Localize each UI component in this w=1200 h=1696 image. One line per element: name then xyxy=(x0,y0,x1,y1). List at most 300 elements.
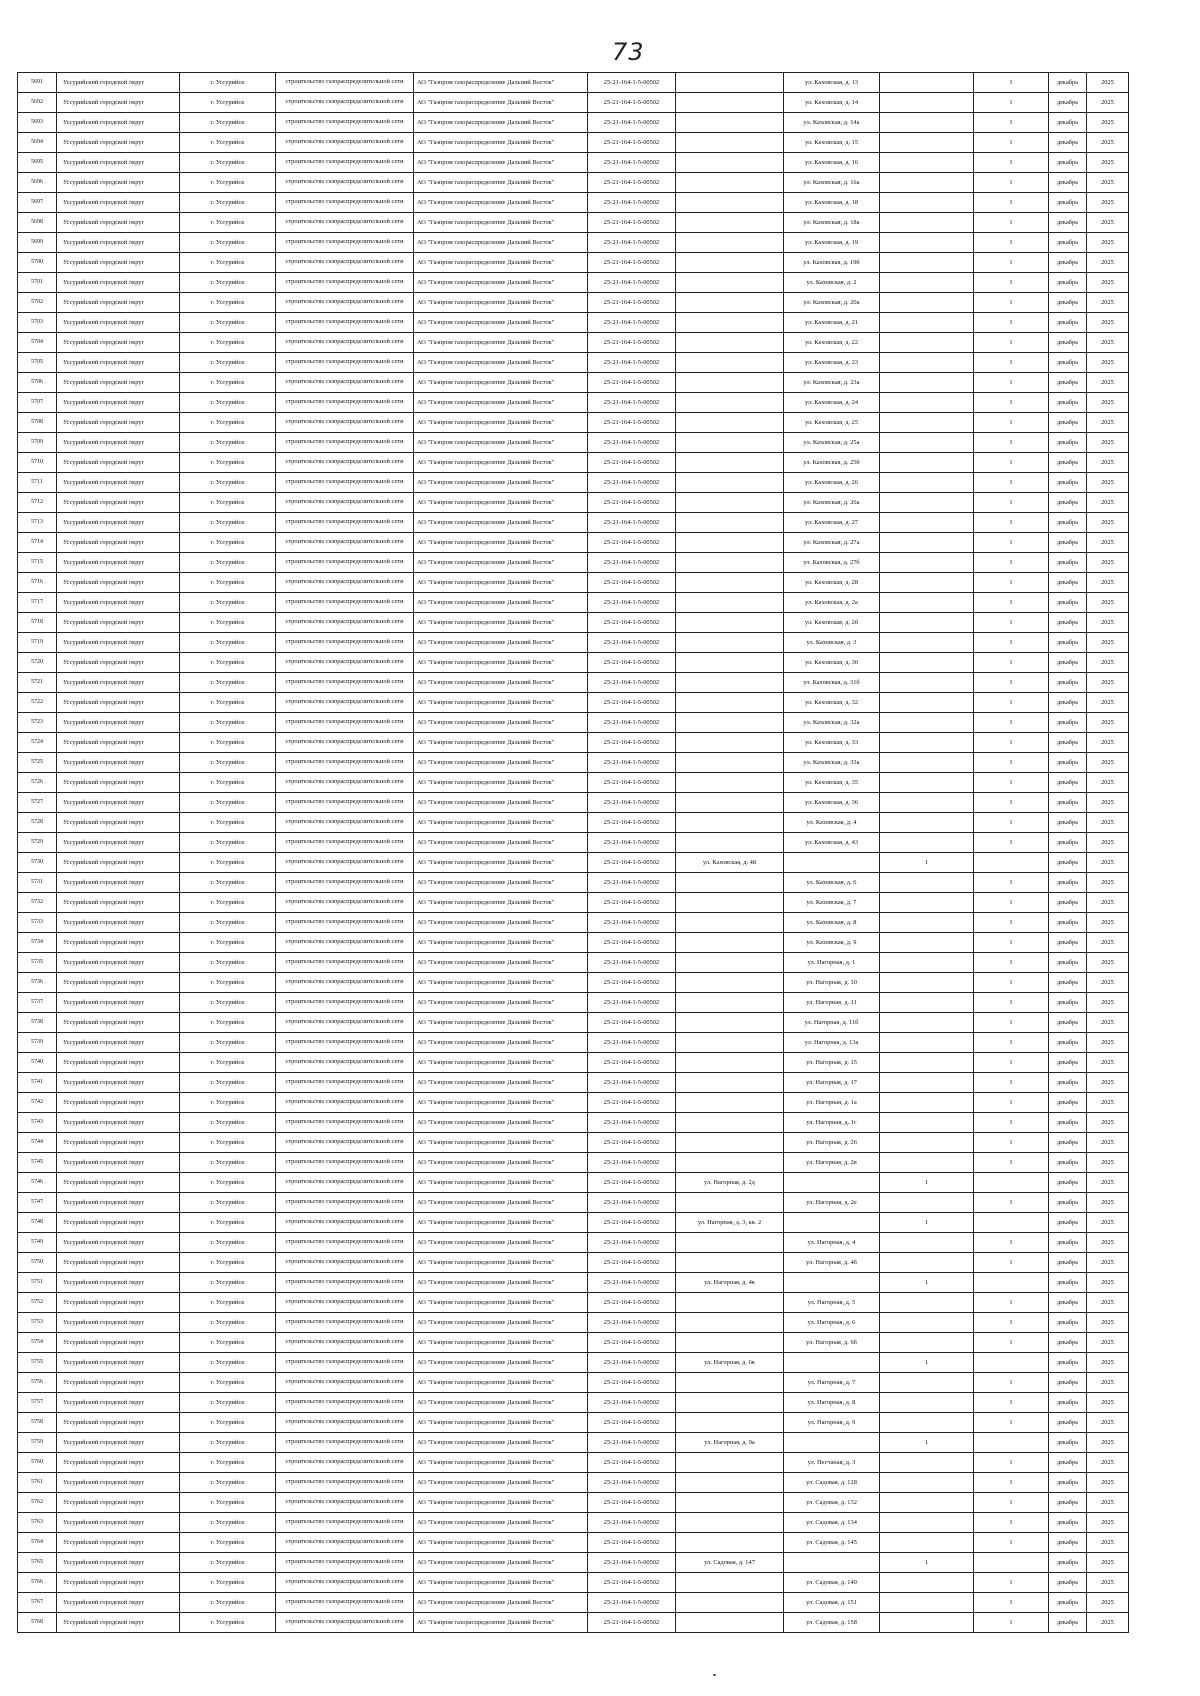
month-cell: декабрь xyxy=(1049,1213,1087,1233)
work-type-cell: строительство газораспределительной сети xyxy=(276,673,414,693)
city-cell: г. Уссурийск xyxy=(180,1073,276,1093)
address-cell-a xyxy=(676,133,784,153)
organization-cell: АО "Газпром газораспределение Дальний Восток" xyxy=(414,453,588,473)
organization-cell: АО "Газпром газораспределение Дальний Восток" xyxy=(414,813,588,833)
work-type-cell: строительство газораспределительной сети xyxy=(276,333,414,353)
organization-cell: АО "Газпром газораспределение Дальний Восток" xyxy=(414,1393,588,1413)
row-number: 5706 xyxy=(18,373,57,393)
project-code-cell: 25-21-164-1-5-00502 xyxy=(588,1333,676,1353)
city-cell: г. Уссурийск xyxy=(180,1293,276,1313)
quantity-cell-a xyxy=(880,293,974,313)
quantity-cell-a xyxy=(880,493,974,513)
month-cell: декабрь xyxy=(1049,793,1087,813)
table-row xyxy=(18,1313,1129,1333)
year-cell: 2025 xyxy=(1087,733,1129,753)
organization-cell: АО "Газпром газораспределение Дальний Восток" xyxy=(414,1593,588,1613)
address-cell-b: ул. Нагорная, д. 1 xyxy=(784,953,880,973)
organization-cell: АО "Газпром газораспределение Дальний Восток" xyxy=(414,1353,588,1373)
organization-cell: АО "Газпром газораспределение Дальний Восток" xyxy=(414,253,588,273)
city-cell: г. Уссурийск xyxy=(180,133,276,153)
address-cell-b: ул. Каховская, д. 43 xyxy=(784,833,880,853)
quantity-cell-b: 1 xyxy=(974,1473,1049,1493)
city-cell: г. Уссурийск xyxy=(180,1613,276,1633)
quantity-cell-b: 1 xyxy=(974,993,1049,1013)
project-code-cell: 25-21-164-1-5-00502 xyxy=(588,293,676,313)
organization-cell: АО "Газпром газораспределение Дальний Восток" xyxy=(414,1073,588,1093)
quantity-cell-a xyxy=(880,353,974,373)
project-code-cell: 25-21-164-1-5-00502 xyxy=(588,153,676,173)
row-number: 5715 xyxy=(18,553,57,573)
month-cell: декабрь xyxy=(1049,853,1087,873)
year-cell: 2025 xyxy=(1087,1493,1129,1513)
year-cell: 2025 xyxy=(1087,653,1129,673)
quantity-cell-a xyxy=(880,1473,974,1493)
row-number: 5739 xyxy=(18,1033,57,1053)
work-type-cell: строительство газораспределительной сети xyxy=(276,753,414,773)
address-cell-b: ул. Каховская, д. 25а xyxy=(784,433,880,453)
row-number: 5733 xyxy=(18,913,57,933)
work-type-cell: строительство газораспределительной сети xyxy=(276,473,414,493)
table-row xyxy=(18,1293,1129,1313)
row-number: 5755 xyxy=(18,1353,57,1373)
project-code-cell: 25-21-164-1-5-00502 xyxy=(588,1553,676,1573)
address-cell-a xyxy=(676,393,784,413)
month-cell: декабрь xyxy=(1049,1613,1087,1633)
year-cell: 2025 xyxy=(1087,713,1129,733)
month-cell: декабрь xyxy=(1049,513,1087,533)
city-cell: г. Уссурийск xyxy=(180,1413,276,1433)
district-cell: Уссурийский городской округ xyxy=(57,633,180,653)
quantity-cell-b: 1 xyxy=(974,1013,1049,1033)
city-cell: г. Уссурийск xyxy=(180,613,276,633)
quantity-cell-a xyxy=(880,513,974,533)
district-cell: Уссурийский городской округ xyxy=(57,513,180,533)
row-number: 5724 xyxy=(18,733,57,753)
quantity-cell-b: 1 xyxy=(974,93,1049,113)
year-cell: 2025 xyxy=(1087,233,1129,253)
quantity-cell-b: 1 xyxy=(974,653,1049,673)
year-cell: 2025 xyxy=(1087,693,1129,713)
table-row xyxy=(18,413,1129,433)
city-cell: г. Уссурийск xyxy=(180,733,276,753)
district-cell: Уссурийский городской округ xyxy=(57,233,180,253)
city-cell: г. Уссурийск xyxy=(180,1473,276,1493)
address-cell-b: ул. Каховская, д. 9 xyxy=(784,933,880,953)
address-cell-a xyxy=(676,1473,784,1493)
project-code-cell: 25-21-164-1-5-00502 xyxy=(588,1433,676,1453)
year-cell: 2025 xyxy=(1087,993,1129,1013)
address-cell-a xyxy=(676,113,784,133)
organization-cell: АО "Газпром газораспределение Дальний Восток" xyxy=(414,1173,588,1193)
address-cell-a xyxy=(676,1253,784,1273)
table-row xyxy=(18,333,1129,353)
quantity-cell-a xyxy=(880,1253,974,1273)
month-cell: декабрь xyxy=(1049,653,1087,673)
district-cell: Уссурийский городской округ xyxy=(57,1333,180,1353)
quantity-cell-a xyxy=(880,1153,974,1173)
quantity-cell-a xyxy=(880,233,974,253)
quantity-cell-b: 1 xyxy=(974,1513,1049,1533)
table-row xyxy=(18,1393,1129,1413)
organization-cell: АО "Газпром газораспределение Дальний Восток" xyxy=(414,173,588,193)
row-number: 5743 xyxy=(18,1113,57,1133)
district-cell: Уссурийский городской округ xyxy=(57,1213,180,1233)
project-code-cell: 25-21-164-1-5-00502 xyxy=(588,553,676,573)
year-cell: 2025 xyxy=(1087,353,1129,373)
district-cell: Уссурийский городской округ xyxy=(57,1253,180,1273)
row-number: 5754 xyxy=(18,1333,57,1353)
address-cell-b: ул. Песчаная, д. 3 xyxy=(784,1453,880,1473)
quantity-cell-a xyxy=(880,633,974,653)
row-number: 5713 xyxy=(18,513,57,533)
month-cell: декабрь xyxy=(1049,73,1087,93)
table-row xyxy=(18,1013,1129,1033)
project-code-cell: 25-21-164-1-5-00502 xyxy=(588,473,676,493)
month-cell: декабрь xyxy=(1049,773,1087,793)
district-cell: Уссурийский городской округ xyxy=(57,1133,180,1153)
district-cell: Уссурийский городской округ xyxy=(57,953,180,973)
address-cell-b: ул. Каховская, д. 30 xyxy=(784,653,880,673)
district-cell: Уссурийский городской округ xyxy=(57,1093,180,1113)
address-cell-a xyxy=(676,1193,784,1213)
work-type-cell: строительство газораспределительной сети xyxy=(276,1153,414,1173)
row-number: 5697 xyxy=(18,193,57,213)
address-cell-a xyxy=(676,493,784,513)
city-cell: г. Уссурийск xyxy=(180,153,276,173)
quantity-cell-a xyxy=(880,693,974,713)
work-type-cell: строительство газораспределительной сети xyxy=(276,73,414,93)
address-cell-b xyxy=(784,1433,880,1453)
city-cell: г. Уссурийск xyxy=(180,193,276,213)
project-code-cell: 25-21-164-1-5-00502 xyxy=(588,133,676,153)
district-cell: Уссурийский городской округ xyxy=(57,1353,180,1373)
project-code-cell: 25-21-164-1-5-00502 xyxy=(588,1153,676,1173)
district-cell: Уссурийский городской округ xyxy=(57,973,180,993)
address-cell-b: ул. Каховская, д. 16 xyxy=(784,153,880,173)
quantity-cell-a xyxy=(880,1513,974,1533)
year-cell: 2025 xyxy=(1087,1333,1129,1353)
month-cell: декабрь xyxy=(1049,453,1087,473)
address-cell-a xyxy=(676,813,784,833)
district-cell: Уссурийский городской округ xyxy=(57,1053,180,1073)
city-cell: г. Уссурийск xyxy=(180,1033,276,1053)
project-code-cell: 25-21-164-1-5-00502 xyxy=(588,1413,676,1433)
quantity-cell-a xyxy=(880,593,974,613)
row-number: 5694 xyxy=(18,133,57,153)
district-cell: Уссурийский городской округ xyxy=(57,1073,180,1093)
organization-cell: АО "Газпром газораспределение Дальний Восток" xyxy=(414,1533,588,1553)
month-cell: декабрь xyxy=(1049,1373,1087,1393)
city-cell: г. Уссурийск xyxy=(180,1513,276,1533)
row-number: 5766 xyxy=(18,1573,57,1593)
quantity-cell-a xyxy=(880,193,974,213)
year-cell: 2025 xyxy=(1087,393,1129,413)
organization-cell: АО "Газпром газораспределение Дальний Восток" xyxy=(414,373,588,393)
work-type-cell: строительство газораспределительной сети xyxy=(276,273,414,293)
quantity-cell-a xyxy=(880,373,974,393)
month-cell: декабрь xyxy=(1049,813,1087,833)
project-code-cell: 25-21-164-1-5-00502 xyxy=(588,833,676,853)
city-cell: г. Уссурийск xyxy=(180,873,276,893)
address-cell-a xyxy=(676,453,784,473)
address-cell-b: ул. Каховская, д. 3 xyxy=(784,633,880,653)
project-code-cell: 25-21-164-1-5-00502 xyxy=(588,1313,676,1333)
quantity-cell-b: 1 xyxy=(974,433,1049,453)
project-code-cell: 25-21-164-1-5-00502 xyxy=(588,173,676,193)
quantity-cell-b: 1 xyxy=(974,453,1049,473)
work-type-cell: строительство газораспределительной сети xyxy=(276,453,414,473)
table-row xyxy=(18,1493,1129,1513)
month-cell: декабрь xyxy=(1049,873,1087,893)
month-cell: декабрь xyxy=(1049,1013,1087,1033)
organization-cell: АО "Газпром газораспределение Дальний Восток" xyxy=(414,1433,588,1453)
table-row xyxy=(18,1213,1129,1233)
organization-cell: АО "Газпром газораспределение Дальний Восток" xyxy=(414,1293,588,1313)
table-row xyxy=(18,393,1129,413)
address-cell-a xyxy=(676,1513,784,1533)
address-cell-b: ул. Нагорная, д. 9 xyxy=(784,1413,880,1433)
city-cell: г. Уссурийск xyxy=(180,553,276,573)
table-row xyxy=(18,1033,1129,1053)
quantity-cell-a xyxy=(880,273,974,293)
address-cell-a xyxy=(676,213,784,233)
quantity-cell-a xyxy=(880,453,974,473)
month-cell: декабрь xyxy=(1049,1353,1087,1373)
quantity-cell-a xyxy=(880,993,974,1013)
city-cell: г. Уссурийск xyxy=(180,353,276,373)
address-cell-b: ул. Каховская, д. 22 xyxy=(784,333,880,353)
project-code-cell: 25-21-164-1-5-00502 xyxy=(588,273,676,293)
table-row xyxy=(18,673,1129,693)
organization-cell: АО "Газпром газораспределение Дальний Восток" xyxy=(414,1033,588,1053)
address-cell-a xyxy=(676,673,784,693)
organization-cell: АО "Газпром газораспределение Дальний Восток" xyxy=(414,1233,588,1253)
project-code-cell: 25-21-164-1-5-00502 xyxy=(588,973,676,993)
table-row xyxy=(18,713,1129,733)
district-cell: Уссурийский городской округ xyxy=(57,1113,180,1133)
table-row xyxy=(18,313,1129,333)
district-cell: Уссурийский городской округ xyxy=(57,1613,180,1633)
address-cell-a: ул. Нагорная, д. 4в xyxy=(676,1273,784,1293)
address-cell-b: ул. Каховская, д. 2а xyxy=(784,593,880,613)
project-code-cell: 25-21-164-1-5-00502 xyxy=(588,713,676,733)
address-cell-b: ул. Каховская, д. 20а xyxy=(784,293,880,313)
work-type-cell: строительство газораспределительной сети xyxy=(276,1053,414,1073)
address-cell-b: ул. Нагорная, д. 6 xyxy=(784,1313,880,1333)
month-cell: декабрь xyxy=(1049,253,1087,273)
organization-cell: АО "Газпром газораспределение Дальний Восток" xyxy=(414,953,588,973)
district-cell: Уссурийский городской округ xyxy=(57,393,180,413)
month-cell: декабрь xyxy=(1049,533,1087,553)
year-cell: 2025 xyxy=(1087,933,1129,953)
project-code-cell: 25-21-164-1-5-00502 xyxy=(588,1593,676,1613)
address-cell-b: ул. Каховская, д. 36 xyxy=(784,793,880,813)
quantity-cell-a xyxy=(880,913,974,933)
row-number: 5750 xyxy=(18,1253,57,1273)
city-cell: г. Уссурийск xyxy=(180,1393,276,1413)
row-number: 5757 xyxy=(18,1393,57,1413)
project-code-cell: 25-21-164-1-5-00502 xyxy=(588,953,676,973)
quantity-cell-a xyxy=(880,1073,974,1093)
project-code-cell: 25-21-164-1-5-00502 xyxy=(588,433,676,453)
table-row xyxy=(18,813,1129,833)
quantity-cell-a xyxy=(880,1493,974,1513)
quantity-cell-b: 1 xyxy=(974,213,1049,233)
project-code-cell: 25-21-164-1-5-00502 xyxy=(588,873,676,893)
address-cell-a xyxy=(676,1613,784,1633)
quantity-cell-b: 1 xyxy=(974,413,1049,433)
work-type-cell: строительство газораспределительной сети xyxy=(276,893,414,913)
address-cell-b: ул. Каховская, д. 24 xyxy=(784,393,880,413)
city-cell: г. Уссурийск xyxy=(180,1353,276,1373)
quantity-cell-b: 1 xyxy=(974,713,1049,733)
year-cell: 2025 xyxy=(1087,813,1129,833)
work-type-cell: строительство газораспределительной сети xyxy=(276,133,414,153)
table-row xyxy=(18,73,1129,93)
work-type-cell: строительство газораспределительной сети xyxy=(276,773,414,793)
address-cell-a xyxy=(676,233,784,253)
organization-cell: АО "Газпром газораспределение Дальний Восток" xyxy=(414,73,588,93)
year-cell: 2025 xyxy=(1087,1033,1129,1053)
year-cell: 2025 xyxy=(1087,553,1129,573)
table-row xyxy=(18,593,1129,613)
organization-cell: АО "Газпром газораспределение Дальний Восток" xyxy=(414,1613,588,1633)
project-code-cell: 25-21-164-1-5-00502 xyxy=(588,933,676,953)
quantity-cell-a xyxy=(880,333,974,353)
district-cell: Уссурийский городской округ xyxy=(57,1193,180,1213)
work-type-cell: строительство газораспределительной сети xyxy=(276,873,414,893)
month-cell: декабрь xyxy=(1049,93,1087,113)
address-cell-a: ул. Нагорная, д. 3, кв. 2 xyxy=(676,1213,784,1233)
address-cell-b: ул. Каховская, д. 7 xyxy=(784,893,880,913)
city-cell: г. Уссурийск xyxy=(180,333,276,353)
address-cell-b: ул. Каховская, д. 18 xyxy=(784,193,880,213)
quantity-cell-b: 1 xyxy=(974,173,1049,193)
address-cell-a xyxy=(676,1013,784,1033)
project-code-cell: 25-21-164-1-5-00502 xyxy=(588,773,676,793)
address-cell-b: ул. Каховская, д. 14а xyxy=(784,113,880,133)
city-cell: г. Уссурийск xyxy=(180,1533,276,1553)
district-cell: Уссурийский городской округ xyxy=(57,93,180,113)
table-row xyxy=(18,1593,1129,1613)
year-cell: 2025 xyxy=(1087,853,1129,873)
district-cell: Уссурийский городской округ xyxy=(57,833,180,853)
project-code-cell: 25-21-164-1-5-00502 xyxy=(588,573,676,593)
quantity-cell-a xyxy=(880,893,974,913)
work-type-cell: строительство газораспределительной сети xyxy=(276,993,414,1013)
quantity-cell-a: 1 xyxy=(880,1433,974,1453)
organization-cell: АО "Газпром газораспределение Дальний Восток" xyxy=(414,673,588,693)
city-cell: г. Уссурийск xyxy=(180,833,276,853)
row-number: 5712 xyxy=(18,493,57,513)
district-cell: Уссурийский городской округ xyxy=(57,1033,180,1053)
quantity-cell-b xyxy=(974,1213,1049,1233)
address-cell-b: ул. Каховская, д. 23а xyxy=(784,373,880,393)
city-cell: г. Уссурийск xyxy=(180,173,276,193)
project-code-cell: 25-21-164-1-5-00502 xyxy=(588,1073,676,1093)
month-cell: декабрь xyxy=(1049,1553,1087,1573)
table-row xyxy=(18,253,1129,273)
quantity-cell-a: 1 xyxy=(880,1353,974,1373)
work-type-cell: строительство газораспределительной сети xyxy=(276,1033,414,1053)
project-code-cell: 25-21-164-1-5-00502 xyxy=(588,673,676,693)
work-type-cell: строительство газораспределительной сети xyxy=(276,413,414,433)
row-number: 5737 xyxy=(18,993,57,1013)
quantity-cell-b: 1 xyxy=(974,833,1049,853)
quantity-cell-b xyxy=(974,1173,1049,1193)
organization-cell: АО "Газпром газораспределение Дальний Восток" xyxy=(414,413,588,433)
year-cell: 2025 xyxy=(1087,1513,1129,1533)
work-type-cell: строительство газораспределительной сети xyxy=(276,173,414,193)
row-number: 5709 xyxy=(18,433,57,453)
work-type-cell: строительство газораспределительной сети xyxy=(276,1133,414,1153)
district-cell: Уссурийский городской округ xyxy=(57,613,180,633)
quantity-cell-b xyxy=(974,1433,1049,1453)
organization-cell: АО "Газпром газораспределение Дальний Восток" xyxy=(414,1013,588,1033)
address-cell-a xyxy=(676,693,784,713)
year-cell: 2025 xyxy=(1087,1413,1129,1433)
organization-cell: АО "Газпром газораспределение Дальний Восток" xyxy=(414,973,588,993)
address-cell-b: ул. Нагорная, д. 7 xyxy=(784,1373,880,1393)
row-number: 5695 xyxy=(18,153,57,173)
row-number: 5729 xyxy=(18,833,57,853)
table-row xyxy=(18,613,1129,633)
work-type-cell: строительство газораспределительной сети xyxy=(276,1173,414,1193)
year-cell: 2025 xyxy=(1087,1093,1129,1113)
work-type-cell: строительство газораспределительной сети xyxy=(276,1553,414,1573)
table-row xyxy=(18,1473,1129,1493)
city-cell: г. Уссурийск xyxy=(180,93,276,113)
address-cell-a xyxy=(676,193,784,213)
year-cell: 2025 xyxy=(1087,633,1129,653)
year-cell: 2025 xyxy=(1087,373,1129,393)
city-cell: г. Уссурийск xyxy=(180,453,276,473)
row-number: 5745 xyxy=(18,1153,57,1173)
city-cell: г. Уссурийск xyxy=(180,1433,276,1453)
address-cell-a xyxy=(676,353,784,373)
table-row xyxy=(18,1233,1129,1253)
work-type-cell: строительство газораспределительной сети xyxy=(276,113,414,133)
gasification-schedule-table xyxy=(17,72,1129,1633)
month-cell: декабрь xyxy=(1049,433,1087,453)
table-row xyxy=(18,973,1129,993)
project-code-cell: 25-21-164-1-5-00502 xyxy=(588,593,676,613)
project-code-cell: 25-21-164-1-5-00502 xyxy=(588,653,676,673)
address-cell-a xyxy=(676,873,784,893)
city-cell: г. Уссурийск xyxy=(180,313,276,333)
address-cell-b: ул. Каховская, д. 32а xyxy=(784,713,880,733)
district-cell: Уссурийский городской округ xyxy=(57,373,180,393)
address-cell-b: ул. Нагорная, д. 2в xyxy=(784,1153,880,1173)
table-row xyxy=(18,353,1129,373)
year-cell: 2025 xyxy=(1087,1353,1129,1373)
month-cell: декабрь xyxy=(1049,613,1087,633)
address-cell-b: ул. Каховская, д. 27а xyxy=(784,533,880,553)
work-type-cell: строительство газораспределительной сети xyxy=(276,233,414,253)
table-row xyxy=(18,1253,1129,1273)
address-cell-b: ул. Садовая, д. 134 xyxy=(784,1513,880,1533)
row-number: 5710 xyxy=(18,453,57,473)
row-number: 5720 xyxy=(18,653,57,673)
city-cell: г. Уссурийск xyxy=(180,1173,276,1193)
organization-cell: АО "Газпром газораспределение Дальний Восток" xyxy=(414,1413,588,1433)
quantity-cell-a xyxy=(880,553,974,573)
work-type-cell: строительство газораспределительной сети xyxy=(276,1213,414,1233)
work-type-cell: строительство газораспределительной сети xyxy=(276,553,414,573)
district-cell: Уссурийский городской округ xyxy=(57,453,180,473)
year-cell: 2025 xyxy=(1087,513,1129,533)
district-cell: Уссурийский городской округ xyxy=(57,413,180,433)
